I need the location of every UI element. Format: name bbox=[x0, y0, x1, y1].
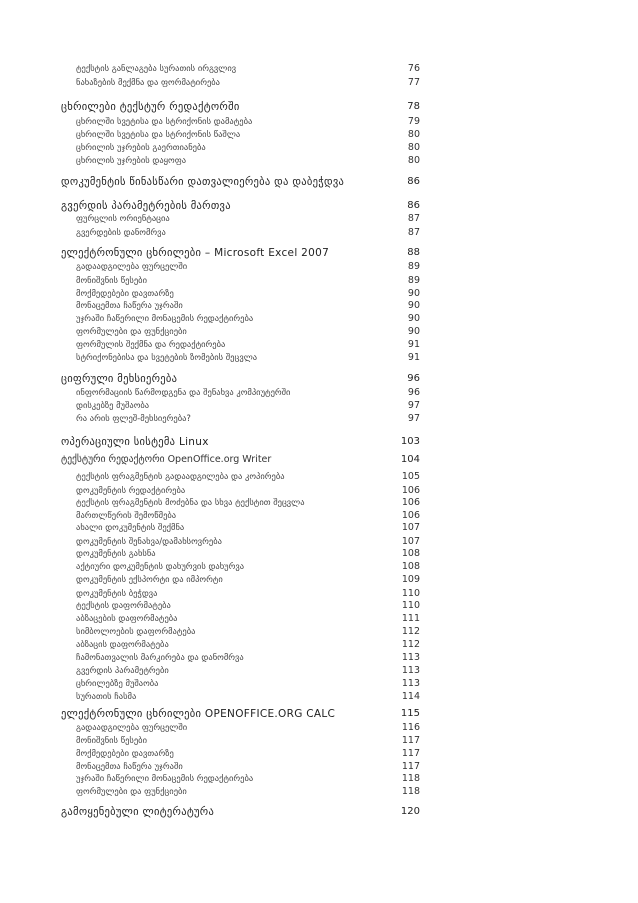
toc-page-number: 87 bbox=[407, 213, 420, 224]
toc-entry[interactable] bbox=[0, 721, 638, 735]
toc-page-number: 97 bbox=[407, 400, 420, 411]
toc-page-number: 111 bbox=[401, 613, 420, 624]
toc-page-number: 120 bbox=[400, 806, 420, 817]
toc-page-number: 77 bbox=[407, 77, 420, 88]
toc-section-heading[interactable] bbox=[0, 435, 638, 449]
toc-entry[interactable] bbox=[0, 312, 638, 326]
toc-page-number: 91 bbox=[407, 339, 420, 350]
toc-entry-title: აბზაცების დაფორმატება bbox=[76, 614, 178, 624]
toc-entry-title: ცხრილში სვეტისა და სტრიქონის წაშლა bbox=[76, 130, 241, 140]
toc-page-number: 78 bbox=[407, 101, 420, 112]
toc-entry[interactable] bbox=[0, 625, 638, 639]
toc-entry[interactable] bbox=[0, 299, 638, 313]
toc-page-number: 108 bbox=[401, 561, 420, 572]
toc-entry-title: დოკუმენტის შენახვა/დამახსოვრება bbox=[76, 537, 222, 547]
toc-entry-title: გადაადგილება ფურცელში bbox=[76, 262, 188, 272]
toc-entry-title: ტექსტის დაფორმატება bbox=[76, 601, 171, 611]
toc-entry[interactable] bbox=[0, 412, 638, 426]
toc-page-number: 86 bbox=[407, 200, 420, 211]
toc-entry-title: დოკუმენტის რედაქტირება bbox=[76, 486, 186, 496]
toc-entry-title: დოკუმენტის წინასწარი დათვალიერება და დაბეჭდვა bbox=[61, 176, 345, 188]
toc-page-number: 80 bbox=[407, 142, 420, 153]
toc-section-heading[interactable] bbox=[0, 707, 638, 721]
toc-entry-title: უჯრაში ჩაწერილი მონაცემის რედაქტირება bbox=[76, 774, 254, 784]
toc-entry[interactable] bbox=[0, 612, 638, 626]
toc-entry[interactable] bbox=[0, 734, 638, 748]
toc-page-number: 106 bbox=[401, 497, 420, 508]
toc-entry[interactable] bbox=[0, 76, 638, 90]
toc-section-heading[interactable] bbox=[0, 372, 638, 386]
toc-entry-title: ელექტრონული ცხრილები OPENOFFICE.ORG CALC bbox=[61, 708, 336, 720]
toc-entry-title: ცხრილები ტექსტურ რედაქტორში bbox=[61, 101, 240, 113]
toc-page-number: 117 bbox=[401, 761, 420, 772]
toc-page-number: 91 bbox=[407, 352, 420, 363]
toc-page-number: 106 bbox=[401, 485, 420, 496]
toc-entry-title: ტექსტის ფრაგმენტის მოძებნა და სხვა ტექსტით შეცვლა bbox=[76, 498, 305, 508]
toc-section-heading[interactable] bbox=[0, 199, 638, 213]
toc-page-number: 107 bbox=[401, 522, 420, 533]
toc-entry[interactable] bbox=[0, 141, 638, 155]
toc-entry-title: მართლწერის შემოწმება bbox=[76, 511, 177, 521]
toc-entry[interactable] bbox=[0, 351, 638, 365]
toc-page-number: 118 bbox=[401, 786, 420, 797]
toc-entry-title: სტრიქონებისა და სვეტების ზომების შეცვლა bbox=[76, 353, 258, 363]
toc-section-heading[interactable] bbox=[0, 246, 638, 260]
toc-entry-title: ტექსტის განლაგება სურათის ირგვლივ bbox=[76, 64, 237, 74]
toc-entry[interactable] bbox=[0, 338, 638, 352]
toc-entry-title: მონიშვნის წესები bbox=[76, 276, 147, 286]
toc-page-number: 112 bbox=[401, 626, 420, 637]
toc-page-number: 96 bbox=[407, 373, 420, 384]
toc-entry-title: ნახაზების მექმნა და ფორმატირება bbox=[76, 78, 220, 88]
toc-entry-title: ცხრილის უჯრების დაყოფა bbox=[76, 156, 187, 166]
toc-entry-title: სურათის ჩასმა bbox=[76, 692, 137, 702]
toc-entry[interactable] bbox=[0, 260, 638, 274]
toc-entry-title: აბზაცის დაფორმატება bbox=[76, 640, 169, 650]
toc-section-heading[interactable] bbox=[0, 175, 638, 189]
toc-entry-title: მონაცემთა ჩაწერა უჯრაში bbox=[76, 762, 183, 772]
toc-entry-title: ინფორმაციის წარმოდგენა და შენახვა კომპიუტერში bbox=[76, 388, 291, 398]
toc-page-number: 86 bbox=[407, 176, 420, 187]
toc-entry-title: მოქმედებები დავთარზე bbox=[76, 289, 174, 299]
toc-entry[interactable] bbox=[0, 547, 638, 561]
toc-entry-title: გვერდის პარამეტრების მართვა bbox=[61, 200, 231, 212]
toc-section-heading[interactable] bbox=[0, 805, 638, 819]
toc-entry[interactable] bbox=[0, 747, 638, 761]
toc-page-number: 117 bbox=[401, 748, 420, 759]
toc-entry-title: მონაცემთა ჩაწერა უჯრაში bbox=[76, 301, 183, 311]
toc-entry[interactable] bbox=[0, 325, 638, 339]
toc-entry-title: დისკებზე მუშაობა bbox=[76, 401, 150, 411]
toc-entry-title: სიმბოლოების დაფორმატება bbox=[76, 627, 196, 637]
toc-page-number: 107 bbox=[401, 536, 420, 547]
toc-entry-title: მოქმედებები დავთარზე bbox=[76, 749, 174, 759]
toc-page-number: 115 bbox=[400, 708, 420, 719]
toc-page-number: 104 bbox=[400, 454, 420, 465]
toc-page-number: 116 bbox=[401, 722, 420, 733]
toc-entry[interactable] bbox=[0, 772, 638, 786]
toc-entry-title: უჯრაში ჩაწერილი მონაცემის რედაქტირება bbox=[76, 314, 254, 324]
toc-entry[interactable] bbox=[0, 573, 638, 587]
toc-entry[interactable] bbox=[0, 399, 638, 413]
toc-entry[interactable] bbox=[0, 677, 638, 691]
toc-entry-title: ახალი დოკუმენტის შექმნა bbox=[76, 523, 185, 533]
toc-entry-title: ცხრილის უჯრების გაერთიანება bbox=[76, 143, 206, 153]
toc-page-number: 109 bbox=[401, 574, 420, 585]
toc-entry-title: ტექსტის ფრაგმენტის გადაადგილება და კოპირება bbox=[76, 472, 285, 482]
toc-entry[interactable] bbox=[0, 496, 638, 510]
toc-page-number: 117 bbox=[401, 735, 420, 746]
toc-page-number: 90 bbox=[407, 313, 420, 324]
toc-entry[interactable] bbox=[0, 128, 638, 142]
toc-entry-title: დოკუმენტის გახსნა bbox=[76, 549, 156, 559]
toc-section-heading[interactable] bbox=[0, 100, 638, 114]
toc-page-number: 80 bbox=[407, 129, 420, 140]
toc-entry-title: აქტიური დოკუმენტის დახურვის დახურვა bbox=[76, 562, 245, 572]
toc-page-number: 114 bbox=[401, 691, 420, 702]
toc-entry-title: ფურცლის ორიენტაცია bbox=[76, 214, 170, 224]
toc-section-heading[interactable] bbox=[0, 453, 638, 467]
toc-page-number: 110 bbox=[401, 600, 420, 611]
toc-entry-title: რა არის ფლეშ-მეხსიერება? bbox=[76, 414, 191, 424]
toc-page-number: 110 bbox=[401, 588, 420, 599]
toc-entry[interactable] bbox=[0, 638, 638, 652]
toc-entry[interactable] bbox=[0, 274, 638, 288]
toc-entry-title: ფორმულის შექმნა და რედაქტირება bbox=[76, 340, 226, 350]
toc-entry-title: ელექტრონული ცხრილები – Microsoft Excel 2007 bbox=[61, 247, 330, 259]
toc-entry-title: გვერდის პარამეტრები bbox=[76, 666, 169, 676]
toc-page-number: 89 bbox=[407, 275, 420, 286]
toc-entry[interactable] bbox=[0, 470, 638, 484]
toc-page-number: 87 bbox=[407, 227, 420, 238]
toc-page-number: 97 bbox=[407, 413, 420, 424]
toc-page-number: 89 bbox=[407, 261, 420, 272]
toc-entry[interactable] bbox=[0, 690, 638, 704]
toc-entry[interactable] bbox=[0, 212, 638, 226]
toc-entry-title: ჩამონათვალის მარკირება და დანომრვა bbox=[76, 653, 244, 663]
toc-entry-title: ფორმულები და ფუნქციები bbox=[76, 327, 187, 337]
toc-page-number: 108 bbox=[401, 548, 420, 559]
toc-entry-title: ცხრილში სვეტისა და სტრიქონის დამატება bbox=[76, 117, 253, 127]
toc-entry[interactable] bbox=[0, 651, 638, 665]
toc-page-number: 90 bbox=[407, 300, 420, 311]
toc-entry[interactable] bbox=[0, 386, 638, 400]
toc-entry[interactable] bbox=[0, 521, 638, 535]
toc-entry-title: ცხრილებზე მუშაობა bbox=[76, 679, 159, 689]
toc-page-number: 88 bbox=[407, 247, 420, 258]
toc-entry-title: ოპერაციული სისტემა Linux bbox=[61, 436, 209, 448]
toc-entry-title: გვერდების დანომრვა bbox=[76, 228, 166, 238]
toc-page-number: 118 bbox=[401, 773, 420, 784]
toc-entry-title: ტექსტური რედაქტორი OpenOffice.org Writer bbox=[61, 454, 272, 465]
toc-entry-title: გადაადგილება ფურცელში bbox=[76, 723, 188, 733]
toc-page-number: 79 bbox=[407, 116, 420, 127]
toc-page-number: 113 bbox=[401, 652, 420, 663]
toc-entry[interactable] bbox=[0, 664, 638, 678]
toc-page-number: 103 bbox=[400, 436, 420, 447]
toc-page-number: 90 bbox=[407, 326, 420, 337]
toc-entry[interactable] bbox=[0, 115, 638, 129]
toc-entry[interactable] bbox=[0, 560, 638, 574]
toc-entry-title: ფორმულები და ფუნქციები bbox=[76, 787, 187, 797]
toc-entry[interactable] bbox=[0, 226, 638, 240]
toc-entry-title: დოკუმენტის ექსპორტი და იმპორტი bbox=[76, 575, 223, 585]
toc-entry[interactable] bbox=[0, 599, 638, 613]
toc-entry-title: ციფრული მეხსიერება bbox=[61, 373, 178, 385]
toc-page-number: 113 bbox=[401, 678, 420, 689]
toc-page-number: 105 bbox=[401, 471, 420, 482]
toc-entry-title: მონიშვნის წესები bbox=[76, 736, 147, 746]
toc-page-number: 80 bbox=[407, 155, 420, 166]
toc-page-number: 113 bbox=[401, 665, 420, 676]
toc-entry-title: გამოყენებული ლიტერატურა bbox=[61, 806, 215, 818]
toc-page-number: 96 bbox=[407, 387, 420, 398]
toc-entry[interactable] bbox=[0, 785, 638, 799]
toc-page-number: 90 bbox=[407, 288, 420, 299]
toc-page-number: 76 bbox=[407, 63, 420, 74]
toc-entry[interactable] bbox=[0, 62, 638, 76]
toc-entry[interactable] bbox=[0, 154, 638, 168]
toc-page-number: 112 bbox=[401, 639, 420, 650]
toc-entry-title: დოკუმენტის ბეჭდვა bbox=[76, 589, 158, 599]
toc-page-number: 106 bbox=[401, 510, 420, 521]
